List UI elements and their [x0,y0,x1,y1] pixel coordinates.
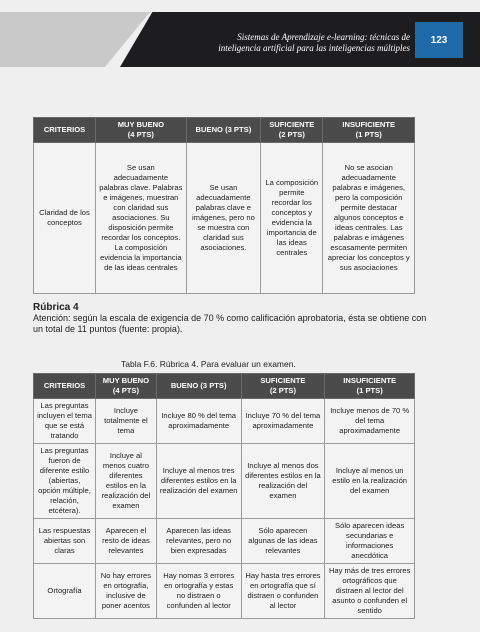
table-header-row [34,374,415,399]
table-cell: Incluye al menos cuatro diferentes estilos en la realización del examen [96,444,157,519]
header-insuficiente: INSUFICIENTE (1 PTS) [325,374,415,399]
rubric-table-2 [33,373,415,619]
table-cell: Ortografía [34,564,96,619]
table-cell: Se usan adecuadamente palabras clave e imágenes, pero no se muestra con claridad sus asociaciones. [186,143,260,294]
table-cell: Las preguntas fueron de diferente estilo (abiertas, opción múltiple, relación, etcétera). [34,444,96,519]
table-cell: Hay más de tres errores ortográficos que distraen al lector del asunto o confunden el sentido [325,564,415,619]
table-header-row [34,118,415,143]
header-suficiente: SUFICIENTE (2 PTS) [241,374,325,399]
header-line-2: inteligencia artificial para las inteligencias múltiples [218,43,410,53]
table-cell: Sólo aparecen ideas secundarias e informaciones anecdótica [325,519,415,564]
section-title: Rúbrica 4 [33,302,79,313]
table-row [34,444,415,519]
table-cell: Aparecen el resto de ideas relevantes [96,519,157,564]
table-cell: Aparecen las ideas relevantes, pero no bien expresadas [156,519,241,564]
table-cell: Incluye menos de 70 % del tema aproximadamente [325,399,415,444]
table-cell: Las preguntas incluyen el tema que se está tratando [34,399,96,444]
table-row [34,564,415,619]
header-insuficiente: INSUFICIENTE (1 PTS) [323,118,415,143]
table-cell: Las respuestas abiertas son claras [34,519,96,564]
header-line-1: Sistemas de Aprendizaje e-learning: técnicas de [237,32,410,42]
header-bueno: BUENO (3 PTS) [186,118,260,143]
header-muy-bueno: MUY BUENO (4 PTS) [96,118,187,143]
running-header [205,32,410,54]
table-cell: Claridad de los conceptos [34,143,96,294]
table-cell: Incluye 70 % del tema aproximadamente [241,399,325,444]
table-cell: Incluye 80 % del tema aproximadamente [156,399,241,444]
table-row [34,399,415,444]
table-cell: Se usan adecuadamente palabras clave. Palabras e imágenes, muestran con claridad sus asociaciones. Su disposición permite recordar los conceptos. La composición evidencia la importancia de las ideas centrales [96,143,187,294]
table-cell: Sólo aparecen algunas de las ideas relevantes [241,519,325,564]
table-cell: Incluye al menos un estilo en la realización del examen [325,444,415,519]
table-cell: Incluye al menos tres diferentes estilos en la realización del examen [156,444,241,519]
table-caption: Tabla F.6. Rúbrica 4. Para evaluar un examen. [121,359,296,369]
page-number: 123 [415,22,463,58]
table-cell: No hay errores en ortografía, inclusive de poner acentos [96,564,157,619]
header-bueno: BUENO (3 PTS) [156,374,241,399]
section-description: Atención: según la escala de exigencia de 70 % como calificación aprobatoria, ésta se obtiene con un total de 11 puntos (fuente: propia). [33,313,427,334]
table-row [34,143,415,294]
table-cell: Incluye totalmente el tema [96,399,157,444]
table-cell: La composición permite recordar los conceptos y evidencia la importancia de las ideas centrales [261,143,323,294]
table-cell: No se asocian adecuadamente palabras e imágenes, pero la composición permite destacar algunos conceptos e ideas centrales. Las palabras e imágenes escasamente permiten apreciar los conceptos y sus asociaciones [323,143,415,294]
header-criterios: CRITERIOS [34,118,96,143]
rubric-table-1 [33,117,415,294]
table-cell: Hay nomas 3 errores en ortografía y estas no distraen o confunden al lector [156,564,241,619]
table-cell: Incluye al menos dos diferentes estilos en la realización del examen [241,444,325,519]
table-row [34,519,415,564]
table-cell: Hay hasta tres errores en ortografía que sí distraen o confunden al lector [241,564,325,619]
header-muy-bueno: MUY BUENO (4 PTS) [96,374,157,399]
header-criterios: CRITERIOS [34,374,96,399]
header-suficiente: SUFICIENTE (2 PTS) [261,118,323,143]
